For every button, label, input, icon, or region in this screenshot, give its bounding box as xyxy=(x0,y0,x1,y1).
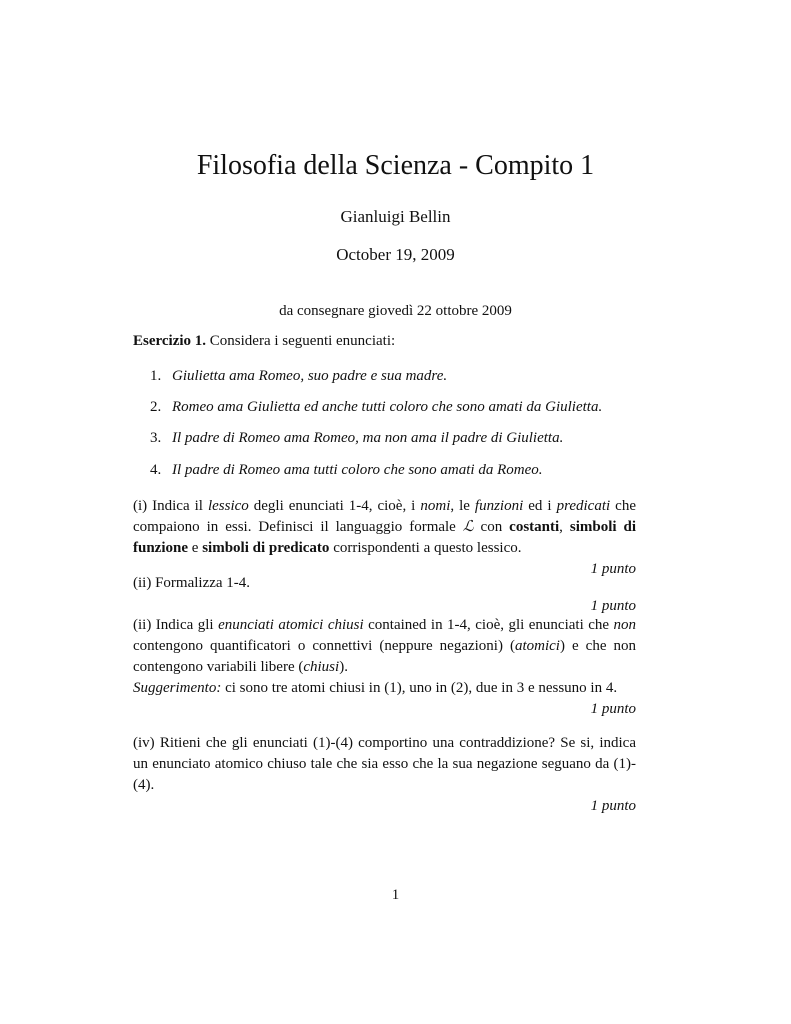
sentence-text: Il padre di Romeo ama tutti coloro che sono amati da Romeo. xyxy=(172,462,543,478)
sentence-text: Romeo ama Giulietta ed anche tutti coloro che sono amati da Giulietta. xyxy=(172,399,603,415)
question-2: (ii) Formalizza 1-4. 1 punto xyxy=(133,573,636,617)
points-label: 1 punto xyxy=(590,798,636,814)
due-date-note: da consegnare giovedì 22 ottobre 2009 xyxy=(279,303,512,319)
sentence-item xyxy=(150,428,640,449)
document-date: October 19, 2009 xyxy=(336,245,455,264)
sentence-number: 2. xyxy=(150,399,162,415)
sentence-number: 3. xyxy=(150,430,162,446)
document-title: Filosofia della Scienza - Compito 1 xyxy=(196,150,595,181)
hint-text: ci sono tre atomi chiusi in (1), uno in (2), due in 3 e nessuno in 4. xyxy=(221,680,618,696)
hint-label: Suggerimento: xyxy=(133,680,222,696)
sentence-number: 4. xyxy=(150,462,162,478)
sentence-text: Il padre di Romeo ama Romeo, ma non ama il padre di Giulietta. xyxy=(172,430,564,446)
sentence-item xyxy=(150,366,640,387)
question-1: (i) Indica il lessico degli enunciati 1-4, cioè, i nomi, le funzioni ed i predicati che compaiono in essi. Definisci il languaggio formale ℒ con costanti, simboli di funzione e simboli di predicato corrispondenti a questo lessico. 1 punto xyxy=(133,496,636,580)
points-label: 1 punto xyxy=(590,598,636,614)
exercise-heading xyxy=(133,331,636,352)
points-label: 1 punto xyxy=(590,701,636,717)
sentence-item xyxy=(150,460,640,481)
question-3: (ii) Indica gli enunciati atomici chiusi contained in 1-4, cioè, gli enunciati che non contengono quantificatori o connettivi (neppure negazioni) (atomici) e che non contengono variabili libere (chiusi). Suggerimento: ci sono tre atomi chiusi in (1), uno in (2), due in 3 e nessuno in 4. 1 punto xyxy=(133,615,636,720)
question-4: (iv) Ritieni che gli enunciati (1)-(4) comportino una contraddizione? Se si, indica un enunciato atomico chiuso tale che sia esso che la sua negazione seguano da (1)-(4). 1 punto xyxy=(133,733,636,817)
points-label: 1 punto xyxy=(590,561,636,577)
exercise-label: Esercizio 1. xyxy=(133,333,207,349)
document-author: Gianluigi Bellin xyxy=(340,207,451,226)
sentence-text: Giulietta ama Romeo, suo padre e sua madre. xyxy=(172,368,448,384)
sentence-item xyxy=(150,397,640,418)
page-number: 1 xyxy=(391,887,400,903)
formal-language-symbol: ℒ xyxy=(462,519,474,535)
exercise-intro: Considera i seguenti enunciati: xyxy=(209,333,396,349)
sentence-number: 1. xyxy=(150,368,162,384)
